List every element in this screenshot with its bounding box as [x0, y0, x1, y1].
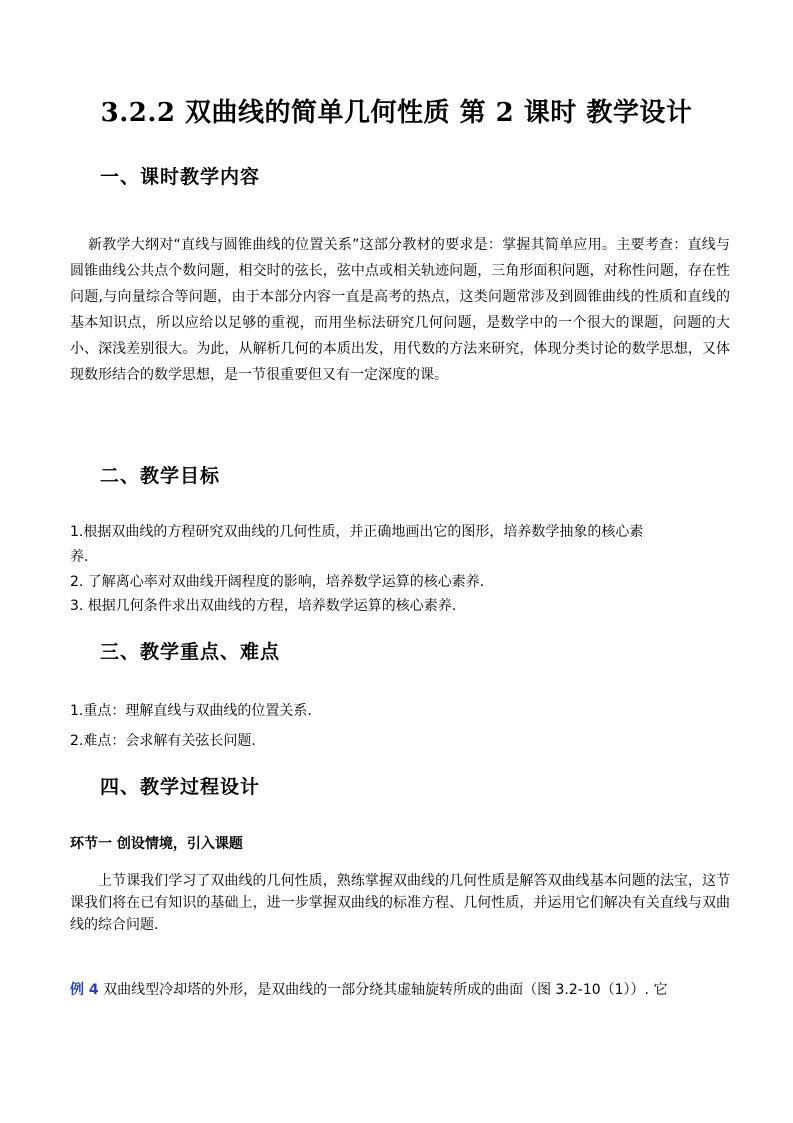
- goal-item-3: 3. 根据几何条件求出双曲线的方程，培养数学运算的核心素养.: [70, 598, 457, 614]
- goal-item-1: 1.根据双曲线的方程研究双曲线的几何性质，并正确地画出它的图形，培养数学抽象的核心素: [70, 524, 644, 540]
- key-point-1: 1.重点：理解直线与双曲线的位置关系.: [70, 703, 312, 719]
- example-text: 双曲线型冷却塔的外形，是双曲线的一部分绕其虚轴旋转所成的曲面（图 3.2-10（1））. 它: [98, 982, 668, 998]
- goal-item-1-cont: 养.: [70, 549, 89, 565]
- section-paragraph-content: 新教学大纲对“直线与圆锥曲线的位置关系”这部分教材的要求是：掌握其简单应用。主要考查：直线与圆锥曲线公共点个数问题，相交时的弦长，弦中点或相关轨迹问题，三角形面积问题，对称性问题，存在性问题,与向量综合等问题，由于本部分内容一直是高考的热点，这类问题常涉及到圆锥曲线的性质和直线的基本知识点，所以应给以足够的重视，而用坐标法研究几何问题，是数学中的一个很大的课题，问题的大小、深浅差别很大。为此，从解析几何的本质出发，用代数的方法来研究，体现分类讨论的数学思想，又体现数形结合的数学思想，是一节很重要但又有一定深度的课。: [70, 237, 730, 383]
- key-point-2: 2.难点：会求解有关弦长问题.: [70, 733, 256, 749]
- section-heading-key-points: 三、教学重点、难点: [100, 641, 281, 663]
- section-heading-goals: 二、教学目标: [100, 465, 221, 487]
- page-title: 3.2.2 双曲线的简单几何性质 第 2 课时 教学设计: [100, 98, 693, 128]
- example-label: 例 4: [70, 982, 99, 998]
- section-heading-content: 一、课时教学内容: [100, 166, 261, 188]
- stage-one-heading: 环节一 创设情境，引入课题: [70, 836, 243, 852]
- section-heading-process: 四、教学过程设计: [100, 776, 261, 798]
- stage-one-paragraph: 上节课我们学习了双曲线的几何性质，熟练掌握双曲线的几何性质是解答双曲线基本问题的法宝，这节课我们将在已有知识的基础上，进一步掌握双曲线的标准方程、几何性质，并运用它们解决有关直线与双曲线的综合问题.: [70, 873, 730, 933]
- goal-item-2: 2. 了解离心率对双曲线开阔程度的影响，培养数学运算的核心素养.: [70, 574, 485, 590]
- example-line: [70, 980, 740, 1000]
